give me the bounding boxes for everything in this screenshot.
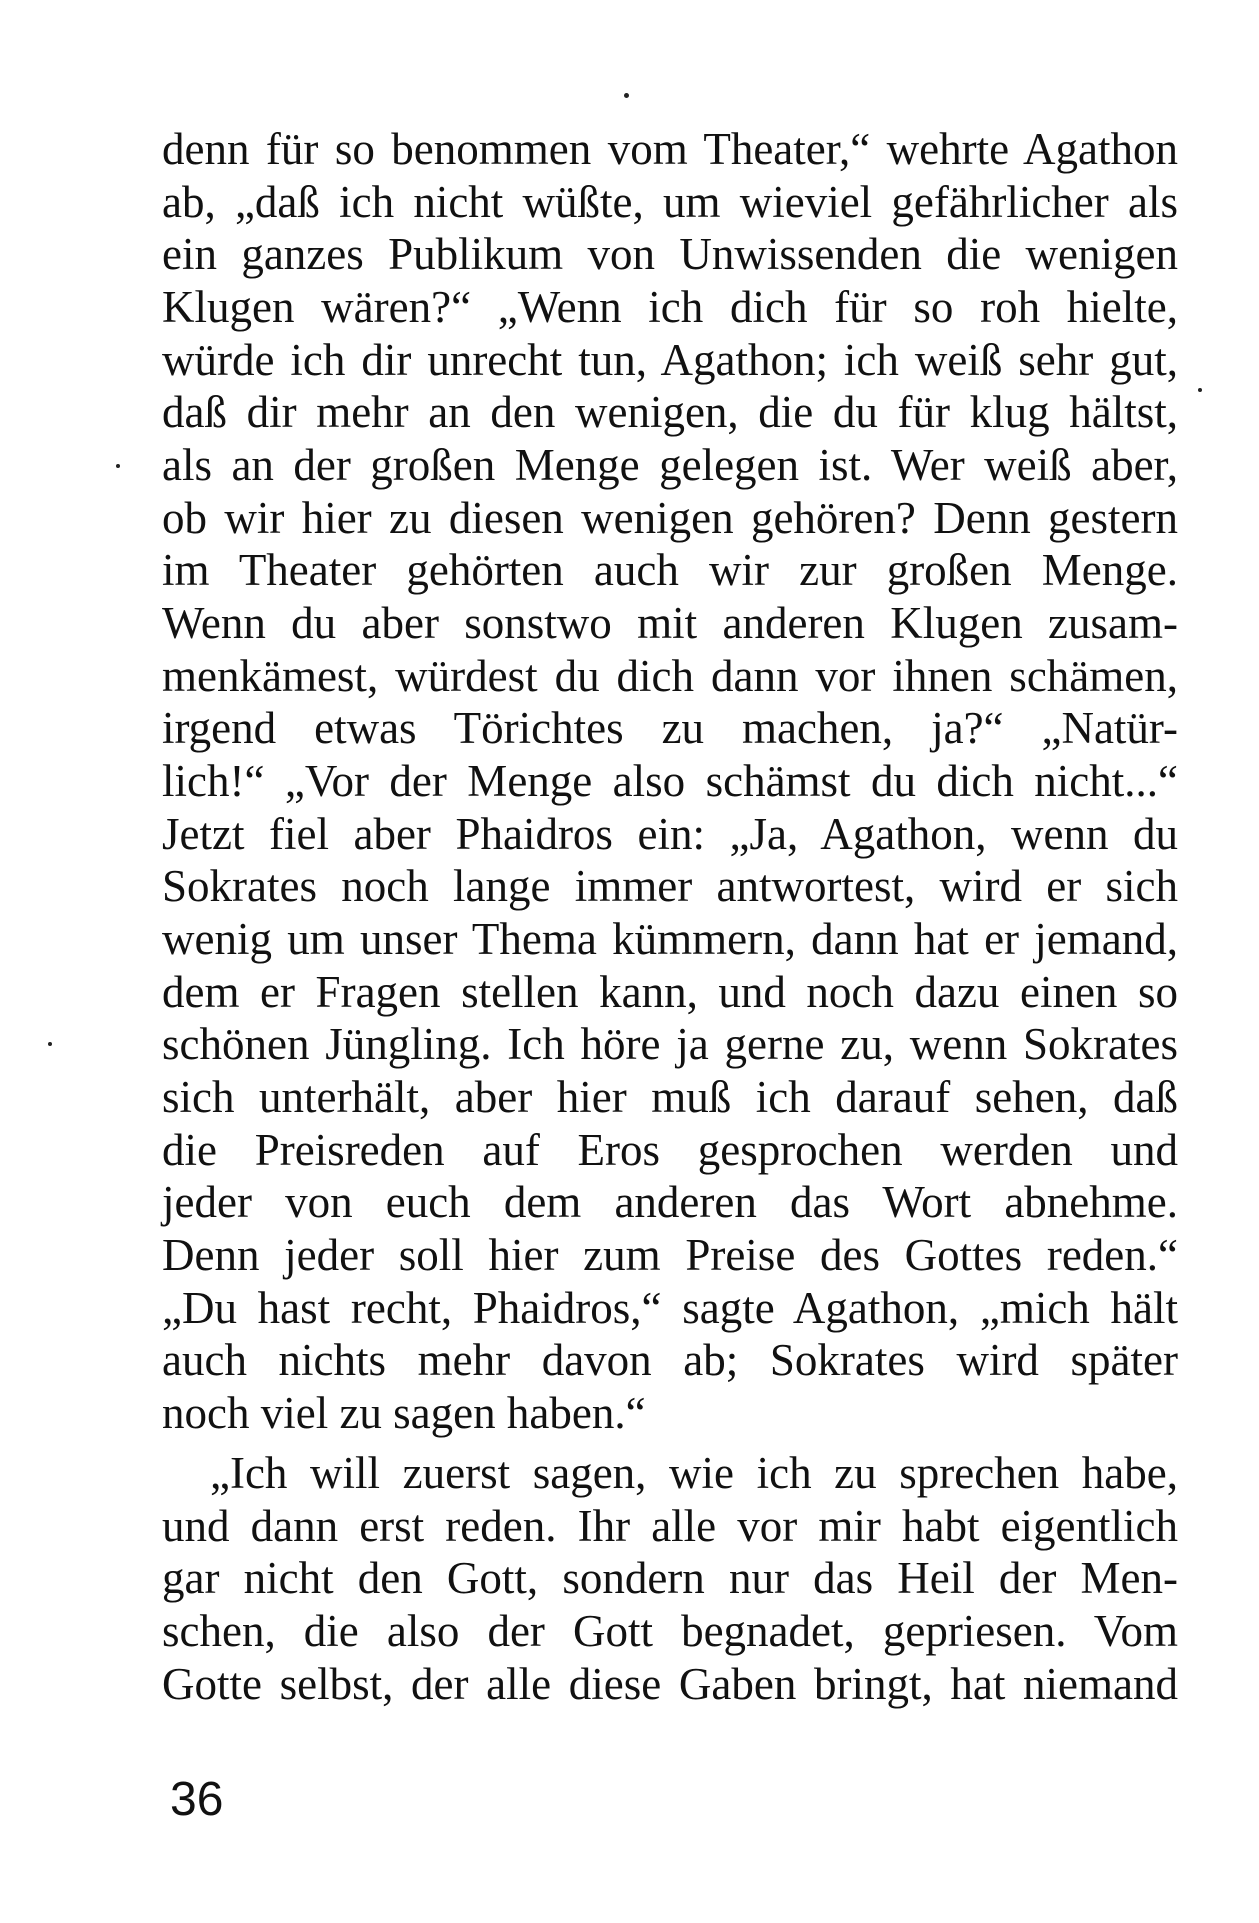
print-speck — [116, 464, 120, 468]
text-line: Klugen wären?“ „Wenn ich dich für so roh hielte, — [162, 282, 1178, 332]
text-line: die Preisreden auf Eros gesprochen werden und — [162, 1125, 1178, 1175]
text-line: Wenn du aber sonstwo mit anderen Klugen zusam- — [162, 598, 1178, 648]
text-line: als an der großen Menge gelegen ist. Wer weiß aber, — [162, 440, 1178, 490]
text-line: „Du hast recht, Phaidros,“ sagte Agathon, „mich hält — [162, 1283, 1178, 1333]
text-line: ob wir hier zu diesen wenigen gehören? Denn gestern — [162, 493, 1178, 543]
text-line: und dann erst reden. Ihr alle vor mir habt eigentlich — [162, 1501, 1178, 1551]
text-line: dem er Fragen stellen kann, und noch dazu einen so — [162, 967, 1178, 1017]
text-line-paragraph-start: „Ich will zuerst sagen, wie ich zu sprechen habe, — [210, 1448, 1178, 1498]
text-line: Denn jeder soll hier zum Preise des Gottes reden.“ — [162, 1230, 1178, 1280]
page-number: 36 — [170, 1773, 224, 1826]
text-line: Sokrates noch lange immer antwortest, wird er sich — [162, 861, 1178, 911]
text-line: schen, die also der Gott begnadet, gepriesen. Vom — [162, 1606, 1178, 1656]
text-line: im Theater gehörten auch wir zur großen Menge. — [162, 545, 1178, 595]
text-line: würde ich dir unrecht tun, Agathon; ich weiß sehr gut, — [162, 335, 1178, 385]
text-line: lich!“ „Vor der Menge also schämst du dich nicht...“ — [162, 756, 1178, 806]
text-line: gar nicht den Gott, sondern nur das Heil der Men- — [162, 1553, 1178, 1603]
text-line: daß dir mehr an den wenigen, die du für klug hältst, — [162, 387, 1178, 437]
text-line: ein ganzes Publikum von Unwissenden die wenigen — [162, 229, 1178, 279]
text-line: Gotte selbst, der alle diese Gaben bringt, hat niemand — [162, 1659, 1178, 1709]
text-line: wenig um unser Thema kümmern, dann hat er jemand, — [162, 914, 1178, 964]
text-line: irgend etwas Törichtes zu machen, ja?“ „Natür- — [162, 703, 1178, 753]
text-line: schönen Jüngling. Ich höre ja gerne zu, wenn Sokrates — [162, 1019, 1178, 1069]
text-line: auch nichts mehr davon ab; Sokrates wird später — [162, 1335, 1178, 1385]
print-speck — [1198, 388, 1202, 392]
text-line: menkämest, würdest du dich dann vor ihnen schämen, — [162, 651, 1178, 701]
text-line: ab, „daß ich nicht wüßte, um wieviel gefährlicher als — [162, 177, 1178, 227]
print-speck — [624, 93, 629, 98]
text-line: denn für so benommen vom Theater,“ wehrte Agathon — [162, 124, 1178, 174]
text-line: jeder von euch dem anderen das Wort abnehme. — [162, 1177, 1178, 1227]
text-line: Jetzt fiel aber Phaidros ein: „Ja, Agathon, wenn du — [162, 809, 1178, 859]
text-line: noch viel zu sagen haben.“ — [162, 1388, 646, 1438]
print-speck — [48, 1042, 52, 1046]
text-line: sich unterhält, aber hier muß ich darauf sehen, daß — [162, 1072, 1178, 1122]
